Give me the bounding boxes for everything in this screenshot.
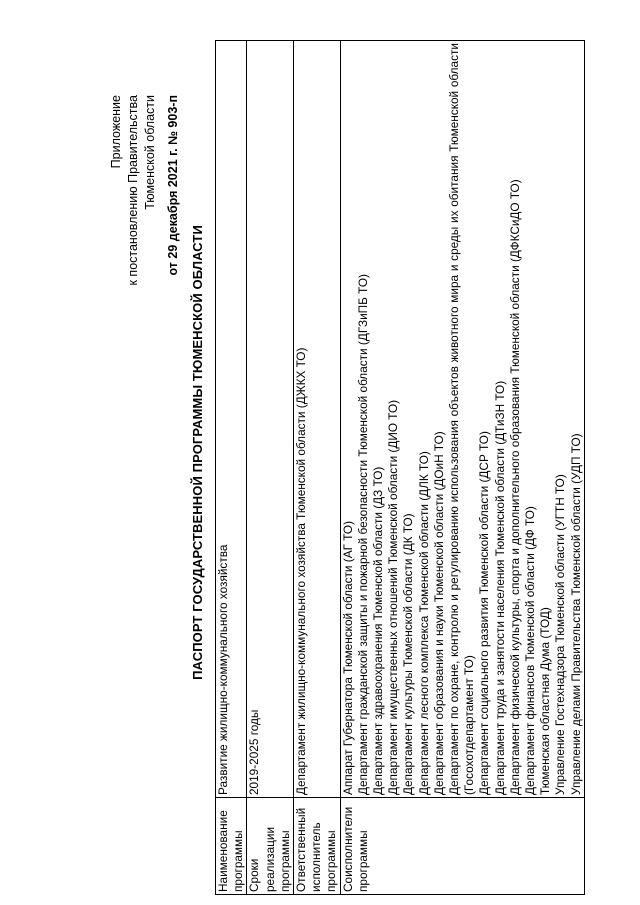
- table-row: [247, 41, 294, 895]
- coexecutor-item: Департамент социального развития Тюменской области (ДСР ТО): [477, 431, 492, 795]
- table-row: [216, 41, 247, 895]
- table-row: [294, 41, 341, 895]
- resolution-line: к постановлению Правительства: [126, 95, 140, 286]
- region-line: Тюменской области: [143, 95, 157, 210]
- table-row: [340, 41, 584, 895]
- row-label-period: Сроки реализации программы: [247, 798, 294, 895]
- responsible-executor-value: Департамент жилищно-коммунального хозяйства Тюменской области (ДЖКХ ТО): [294, 41, 341, 798]
- coexecutor-item: Управление делами Правительства Тюменской области (УДП ТО): [568, 433, 583, 795]
- coexecutors-list: [340, 41, 584, 798]
- coexecutor-item: Департамент гражданской защиты и пожарной безопасности Тюменской области (ДГЗиПБ ТО): [355, 274, 370, 795]
- appendix-header: [108, 95, 182, 425]
- program-period-value: 2019-2025 годы: [247, 41, 294, 798]
- coexecutor-item: Департамент физической культуры, спорта и дополнительного образования Тюменской области (ДФКСиДО ТО): [507, 179, 522, 795]
- coexecutor-item: Департамент лесного комплекса Тюменской области (ДЛК ТО): [416, 451, 431, 795]
- coexecutor-item: Аппарат Губернатора Тюменской области (АГ ТО): [340, 520, 355, 795]
- passport-table: [215, 40, 585, 895]
- appendix-label: Приложение: [109, 95, 123, 169]
- coexecutor-item: Управление Гостехнадзора Тюменской области (УГТН ТО): [553, 474, 568, 795]
- resolution-date: от 29 декабря 2021 г. № 903-п: [166, 95, 180, 276]
- row-label-responsible: Ответственный исполнитель программы: [294, 798, 341, 895]
- program-name-value: Развитие жилищно-коммунального хозяйства: [216, 41, 247, 798]
- row-label-name: Наименование программы: [216, 798, 247, 895]
- row-label-coexecutors: Соисполнители программы: [340, 798, 584, 895]
- coexecutor-item: Департамент образования и науки Тюменской области (ДОиН ТО): [431, 431, 446, 795]
- coexecutor-item: Департамент имущественных отношений Тюменской области (ДИО ТО): [386, 399, 401, 795]
- document-title: ПАСПОРТ ГОСУДАРСТВЕННОЙ ПРОГРАММЫ ТЮМЕНСКОЙ ОБЛАСТИ: [190, 225, 205, 680]
- coexecutor-item: Тюменская областная Дума (ТОД): [538, 607, 553, 795]
- coexecutor-item: Департамент труда и занятости населения Тюменской области (ДТиЗН ТО): [492, 380, 507, 795]
- coexecutor-item: Департамент финансов Тюменской области (ДФ ТО): [523, 506, 538, 795]
- coexecutor-item: Департамент культуры Тюменской области (ДК ТО): [401, 513, 416, 795]
- coexecutor-item: Департамент по охране, контролю и регулированию использования объектов животного мира и среды их обитания Тюменской области (Госохотдепартамент ТО): [447, 43, 477, 795]
- coexecutor-item: Департамент здравоохранения Тюменской области (ДЗ ТО): [371, 466, 386, 795]
